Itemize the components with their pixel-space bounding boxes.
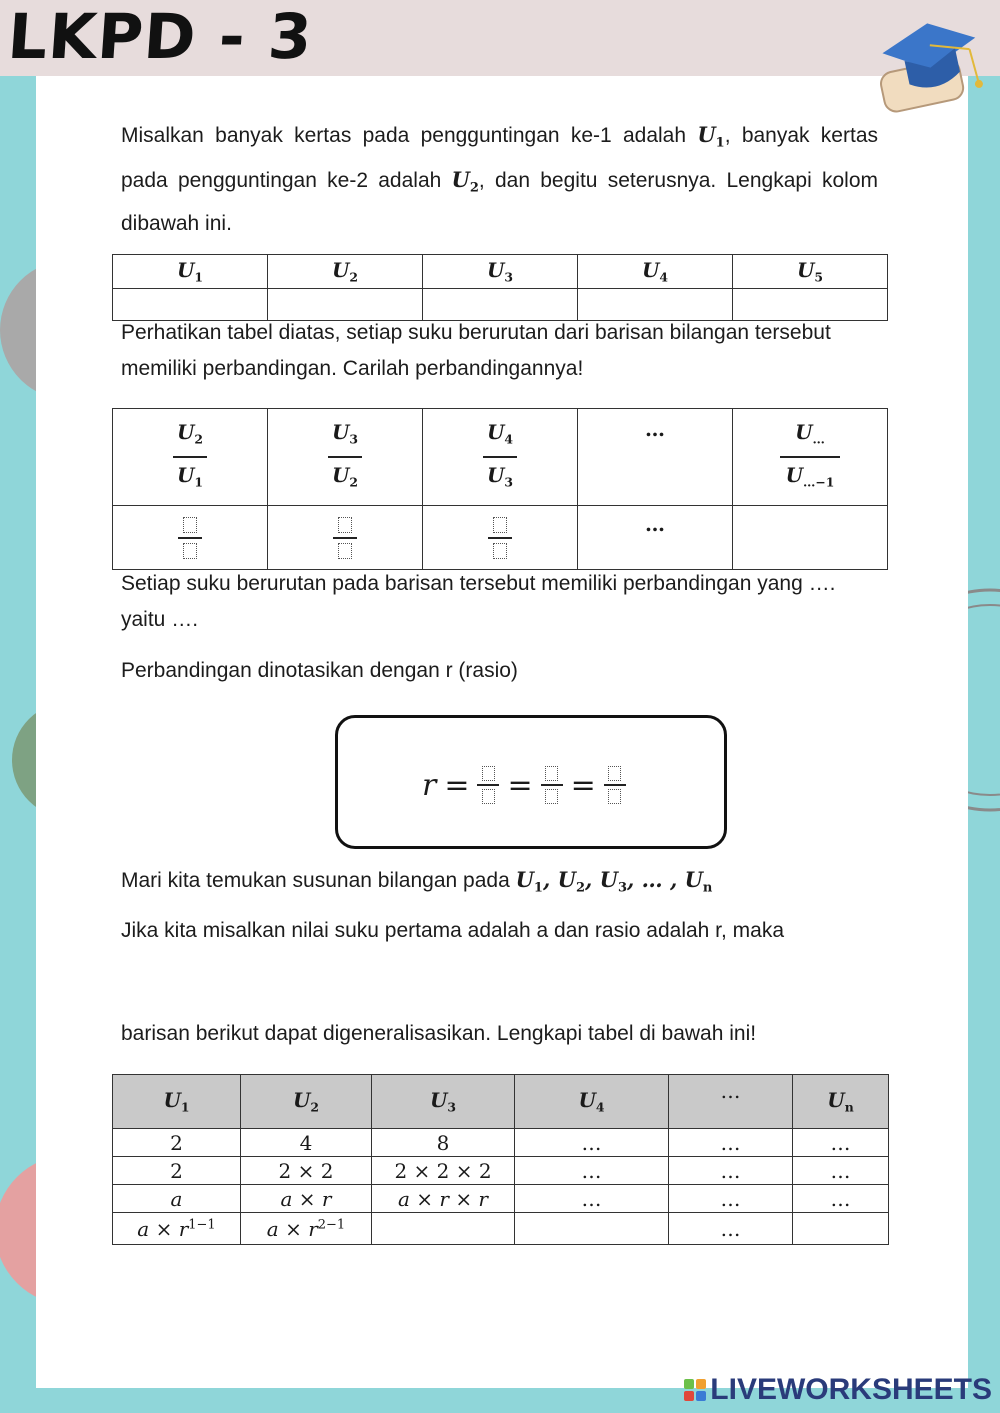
answer-box-icon: [183, 517, 197, 533]
ratio-answer-ellipsis: …: [578, 506, 733, 570]
answer-box-icon: [545, 766, 558, 781]
answer-box-icon: [482, 789, 495, 804]
cell[interactable]: [372, 1213, 515, 1245]
cell[interactable]: …: [515, 1185, 669, 1213]
intro-text-b: , banyak kertas pada pengguntingan ke-2 adalah: [121, 124, 878, 192]
cell[interactable]: …: [793, 1157, 889, 1185]
gen-header-ellipsis: …: [669, 1075, 793, 1129]
header-u2: $U_2$: [268, 255, 423, 289]
ratio-answer-3[interactable]: [423, 506, 578, 570]
answer-box-icon: [493, 543, 507, 559]
intro-paragraph: [121, 117, 878, 242]
ratio-notation-text: Perbandingan dinotasikan dengan r (rasio): [121, 659, 518, 682]
gen-header-u3: $U_3$: [372, 1075, 515, 1129]
observe-paragraph: Perhatikan tabel diatas, setiap suku berurutan dari barisan bilangan tersebut memiliki perbandingan. Carilah perbandingannya!: [121, 321, 831, 380]
answer-box-icon: [545, 789, 558, 804]
cell: a × r × r: [372, 1185, 515, 1213]
answer-box-icon: [608, 766, 621, 781]
cell: 2 × 2: [241, 1157, 372, 1185]
cell[interactable]: …: [793, 1129, 889, 1157]
cell: a × r: [241, 1185, 372, 1213]
answer-box-icon: [482, 766, 495, 781]
ratio-ellipsis: …: [578, 409, 733, 506]
ratio-answer-1[interactable]: [113, 506, 268, 570]
answer-box-icon: [183, 543, 197, 559]
ratio-u4-u3: $\frac{U_4}{U_3}$: [423, 409, 578, 506]
cell[interactable]: …: [669, 1213, 793, 1245]
gen-header-u1: $U_1$: [113, 1075, 241, 1129]
ratio-u2-u1: $\frac{U_2}{U_1}$: [113, 409, 268, 506]
cell: 4: [241, 1129, 372, 1157]
table-row: [113, 1157, 889, 1185]
cell: 2: [113, 1129, 241, 1157]
conclusion-paragraph: Setiap suku berurutan pada barisan tersebut memiliki perbandingan yang …. yaitu ….: [121, 572, 836, 631]
assume-text: Jika kita misalkan nilai suku pertama adalah a dan rasio adalah r, maka: [121, 919, 785, 942]
ratio-answer-2[interactable]: [268, 506, 423, 570]
cell: $a \times r^{1-1}$: [113, 1213, 241, 1245]
answer-box-icon: [608, 789, 621, 804]
header-u5: $U_5$: [733, 255, 888, 289]
table-row: [113, 1185, 889, 1213]
terms-table: [112, 254, 888, 321]
cell: 2 × 2 × 2: [372, 1157, 515, 1185]
math-u1: $U_1$: [697, 122, 725, 151]
header-u4: $U_4$: [578, 255, 733, 289]
generalize-text: barisan berikut dapat digeneralisasikan. Lengkapi tabel di bawah ini!: [121, 1022, 757, 1045]
cell: 2: [113, 1157, 241, 1185]
cell[interactable]: …: [793, 1185, 889, 1213]
ratio-general: $\frac{U_\dots}{U_{\dots-1}}$: [733, 409, 888, 506]
gen-header-un: $U_n$: [793, 1075, 889, 1129]
gen-header-u4: $U_4$: [515, 1075, 669, 1129]
intro-text-a: Misalkan banyak kertas pada pengguntingan ke-1 adalah: [121, 124, 698, 147]
cell[interactable]: …: [669, 1157, 793, 1185]
cell[interactable]: …: [515, 1129, 669, 1157]
cell: $a \times r^{2-1}$: [241, 1213, 372, 1245]
cell[interactable]: …: [515, 1157, 669, 1185]
gen-header-u2: $U_2$: [241, 1075, 372, 1129]
watermark-text: LIVEWORKSHEETS: [710, 1373, 992, 1406]
ratio-formula: r = = =: [422, 766, 626, 804]
math-u2: $U_2$: [451, 166, 479, 196]
header-u1: $U_1$: [113, 255, 268, 289]
ratio-u3-u2: $\frac{U_3}{U_2}$: [268, 409, 423, 506]
cell[interactable]: …: [669, 1129, 793, 1157]
page-title: LKPD - 3: [5, 0, 316, 73]
liveworksheets-logo-icon: [684, 1379, 706, 1401]
cell[interactable]: [515, 1213, 669, 1245]
ratio-answer-5[interactable]: [733, 506, 888, 570]
generalization-table: [112, 1074, 889, 1245]
table-row: [113, 1129, 889, 1157]
table-row: [113, 1213, 889, 1245]
ratio-formula-box: [335, 715, 727, 849]
cell: a: [113, 1185, 241, 1213]
intro-text-c: , dan begitu seterusnya. Lengkapi kolom dibawah ini.: [121, 168, 878, 236]
answer-box-icon: [338, 543, 352, 559]
ratio-table: [112, 408, 888, 570]
header-u3: $U_3$: [423, 255, 578, 289]
answer-box-icon: [493, 517, 507, 533]
find-sequence-text: Mari kita temukan susunan bilangan pada $U_1$, $U_2$, $U_3$, … , $U_n$: [121, 867, 713, 896]
liveworksheets-watermark: [684, 1373, 992, 1407]
answer-box-icon: [338, 517, 352, 533]
cell[interactable]: …: [669, 1185, 793, 1213]
cell[interactable]: [793, 1213, 889, 1245]
cell: 8: [372, 1129, 515, 1157]
